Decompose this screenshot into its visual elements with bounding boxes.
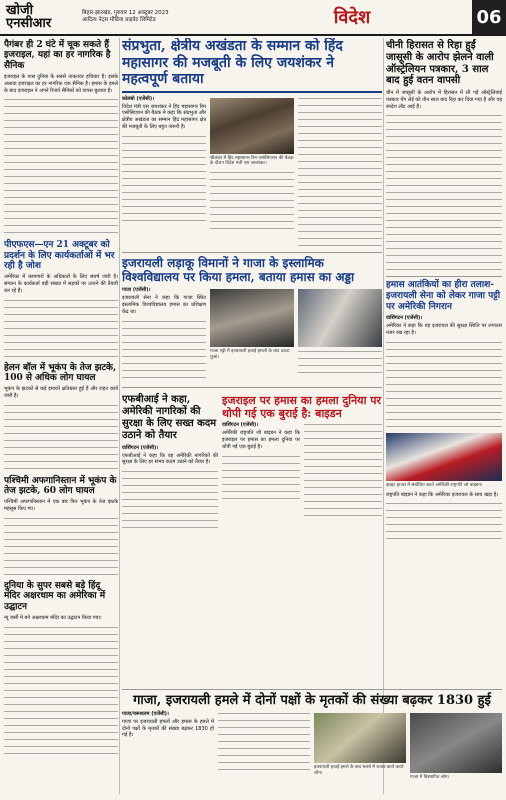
biden-story-body	[222, 422, 382, 525]
story-text: इजराइल के पास दुनिया के सबसे ताकतवर हथियार हैं। इसके अलावा इजराइल का हर नागरिक एक सैनिक है। हमास के हमले के बाद इजराइल ने अपने रिजर्व सैनिकों को वापस बुलाया है।	[4, 74, 118, 94]
lead-story	[122, 96, 382, 249]
biden-photo	[386, 433, 502, 481]
article-body-lines	[386, 113, 502, 273]
article-body-lines	[298, 96, 382, 246]
section-divider	[122, 689, 502, 690]
byline: गाजा (एजेंसी)।	[122, 287, 151, 294]
story-text: न्यू जर्सी में बने अक्षरधाम मंदिर का उद्घाटन किया गया।	[4, 614, 102, 621]
column-divider	[383, 38, 384, 794]
story-col	[218, 711, 310, 784]
gaza-smoke-photo	[210, 289, 294, 347]
death-toll-headline: गाजा, इजरायली हमले में दोनों पक्षों के मृतकों की संख्या बढ़कर 1830 हुई	[133, 693, 491, 708]
story-text: एफबीआई ने कहा कि वह अमेरिकी नागरिकों की सुरक्षा के लिए हर संभव कदम उठाने को तैयार है।	[122, 452, 218, 466]
story-text: अमेरिका में कामगारों के अधिकारों के लिए संघर्ष जारी है। संगठन के कार्यकर्ता बड़ी संख्या में सड़कों पर उतरने की तैयारी कर रहे हैं।	[4, 274, 118, 294]
right-column	[386, 38, 502, 796]
story-headline: दुनिया के सुपर सबसे बड़े हिंदू मंदिर अक्षरधाम का अमेरिका में उद्घाटन	[4, 580, 106, 612]
byline: वाशिंगटन (एजेंसी)।	[122, 444, 159, 451]
section-title: विदेश	[333, 7, 371, 28]
left-column	[4, 38, 118, 796]
rescue-photo	[314, 713, 406, 763]
biden-story	[222, 391, 382, 533]
article-body-lines	[304, 422, 382, 522]
lead-story-col	[298, 96, 382, 249]
fbi-story	[122, 391, 218, 533]
story-text: चीन में जासूसी के आरोप में हिरासत में ली गई ऑस्ट्रेलियाई पत्रकार चेंग लेई को तीन साल बाद रिहा कर दिया गया है और वह स्वदेश लौट आई हैं।	[386, 90, 502, 110]
lead-story-col	[122, 96, 206, 249]
column-divider	[119, 38, 120, 794]
story-headline: पश्चिमी अफगानिस्तान में भूकंप के तेज झटके, 60 लोग घायल	[4, 475, 117, 497]
article-body-lines	[122, 319, 206, 381]
story-col	[304, 422, 382, 525]
article-body-lines	[222, 454, 300, 502]
biden-headline: इजराइल पर हमास का हमला दुनिया पर थोपी गई एक बुराई है: बाइडन	[222, 393, 381, 420]
story-col	[314, 711, 406, 784]
story-text: अमेरिका ने कहा कि वह इजरायल की सुरक्षा स्थिति पर लगातार नजर रख रहा है।	[386, 323, 502, 337]
displaced-people-photo	[410, 713, 502, 773]
article-body-lines	[122, 469, 218, 529]
headline-rule	[122, 91, 382, 93]
dateline-date: बिहार-झारखंड, गुरुवार 12 अक्टूबर 2023	[82, 9, 169, 16]
photo-caption: श्रीलंका में हिंद महासागर रिम एसोसिएशन की बैठक के दौरान विदेश मंत्री एस जयशंकर।	[210, 155, 294, 167]
bottom-story-body	[122, 711, 502, 784]
story-headline: हेलन बॉल में भूकंप के तेज झटके, 100 से अधिक लोग घायल	[4, 362, 117, 383]
article-body-lines	[298, 349, 382, 379]
section-divider	[386, 276, 502, 277]
photo-caption: इजरायली हवाई हमले के बाद मलबे में बचाव कार्य करते लोग।	[314, 764, 404, 776]
story-col	[222, 422, 300, 525]
article-body-lines	[210, 170, 294, 230]
byline: कोलंबो (एजेंसी)।	[122, 95, 155, 102]
section-divider	[122, 387, 382, 388]
byline: गाजा/यरूशलम (एजेंसी)।	[122, 710, 169, 717]
masthead	[0, 0, 506, 36]
article-body-lines	[4, 516, 118, 578]
gaza-university-headline: इजरायली लड़ाकू विमानों ने गाजा के इस्लामिक विश्वविद्यालय पर किया हमला, बताया हमास का अड्डा	[122, 255, 355, 284]
story-text: अमेरिकी राष्ट्रपति जो बाइडन ने कहा कि इजराइल पर हमास का हमला दुनिया पर थोपी गई एक बुराई है।	[222, 430, 300, 450]
story-headline: पैगंबर ही 2 घंटे में चूक सकते हैं इजराइल, यहां का हर नागरिक है सैनिक	[4, 40, 111, 71]
dateline	[78, 10, 232, 24]
story-text: राष्ट्रपति बाइडन ने कहा कि अमेरिका इजरायल के साथ खड़ा है।	[386, 491, 499, 498]
journalist-release-headline: चीनी हिरासत से रिहा हुईं जासूसी के आरोप झेलने वाली ऑस्ट्रेलियन पत्रकार, 3 साल बाद हुई वतन वापसी	[386, 40, 494, 87]
section-divider	[122, 252, 382, 253]
story-text: विदेश मंत्री एस जयशंकर ने हिंद महासागर रिम एसोसिएशन की बैठक में कहा कि संप्रभुता और क्षेत्रीय अखंडता का सम्मान हिंद महासागर क्षेत्र की मजबूती के लिए बहुत जरूरी है।	[122, 103, 206, 130]
main-column	[122, 38, 382, 796]
hamas-surveillance-headline: हमास आतंकियों का हीरा तलाश- इजरायली सेना को लेकर गाजा पट्टी पर अमेरिकी निगरान	[386, 280, 501, 312]
article-body-lines	[122, 134, 206, 226]
byline: वाशिंगटन (एजेंसी)।	[222, 422, 259, 429]
article-body-lines	[4, 97, 118, 237]
photo-caption: गाजा पट्टी में इजरायली हवाई हमलों के बाद उठता धुआं।	[210, 349, 290, 361]
article-body-lines	[4, 403, 118, 473]
lead-headline: संप्रभुता, क्षेत्रीय अखंडता के सम्मान को हिंद महासागर की मजबूती के लिए जयशंकर ने महत्वपूर्ण बताया	[122, 38, 343, 88]
gaza-university-story	[122, 287, 382, 383]
story-text: भूकंप के झटकों से कई इमारतें क्षतिग्रस्त हुई हैं और राहत कार्य जारी है।	[4, 386, 118, 399]
story-col	[122, 711, 214, 784]
story-text: इजरायली सेना ने कहा कि गाजा स्थित इस्लामिक विश्वविद्यालय हमास का प्रशिक्षण केंद्र था।	[122, 295, 206, 315]
story-col	[122, 287, 206, 383]
story-text: पश्चिमी अफगानिस्तान में एक बार फिर भूकंप के तेज झटके महसूस किए गए।	[4, 499, 118, 513]
story-col	[210, 287, 294, 383]
lead-photo	[210, 98, 294, 154]
story-col	[410, 711, 502, 784]
article-body-lines	[218, 711, 310, 771]
article-body-lines	[386, 501, 502, 541]
bottom-story	[122, 686, 502, 784]
lower-stories	[122, 391, 382, 533]
fbi-headline: एफबीआई ने कहा, अमेरिकी नागरिकों की सुरक्षा के लिए सख्त कदम उठाने को तैयार	[122, 393, 217, 441]
article-body-lines	[386, 340, 502, 430]
photo-caption: गाजा में विस्थापित लोग।	[410, 774, 450, 780]
dateline-publisher: आदित्य नेट्स मीडिया प्राइवेट लिमिटेड	[82, 17, 156, 23]
brand-logo: खोजी एनसीआर	[6, 3, 52, 31]
lead-story-col	[210, 96, 294, 249]
gaza-building-photo	[298, 289, 382, 347]
byline: वाशिंगटन (एजेंसी)।	[386, 315, 423, 322]
story-headline: पीएफएस—एन 21 अक्टूबर को प्रदर्शन के लिए कार्यकर्ताओं में भर रही है जोश	[4, 240, 115, 271]
article-body-lines	[4, 625, 118, 755]
story-col	[298, 287, 382, 383]
article-body-lines	[4, 298, 118, 360]
story-text: गाजा पर इजरायली हमलों और हमास के हमले में दोनों पक्षों के मृतकों की संख्या बढ़कर 1830 हो गई है।	[122, 718, 214, 739]
photo-caption: व्हाइट हाउस में संबोधित करते अमेरिकी राष्ट्रपति जो बाइडन।	[386, 482, 483, 488]
page-number: 06	[472, 0, 506, 34]
